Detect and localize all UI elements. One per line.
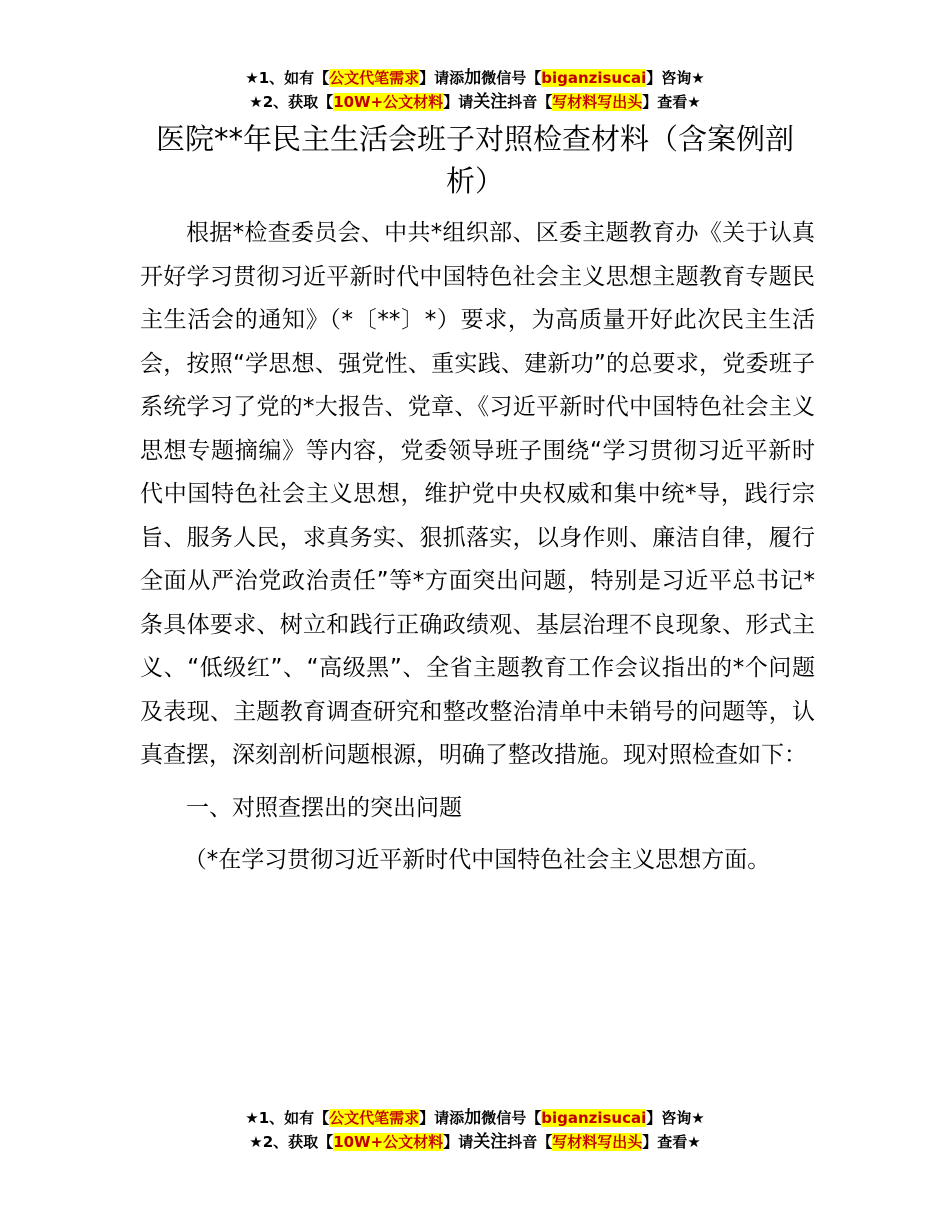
banner-line-1: ★1、如有【公文代笔需求】请添加微信号【biganzisucai】咨询★: [245, 1108, 705, 1128]
subsection-heading: （*在学习贯彻习近平新时代中国特色社会主义思想方面。: [183, 847, 771, 873]
highlight-text: 公文代笔需求: [329, 69, 420, 87]
header-banner: [0, 66, 950, 114]
wechat-id: biganzisucai: [541, 69, 647, 87]
highlight-text: 10W+公文材料: [333, 93, 444, 111]
section-heading: 一、对照查摆出的突出问题: [186, 794, 462, 821]
highlight-text: 公文代笔需求: [329, 1109, 420, 1127]
douyin-account: 写材料写出头: [552, 93, 643, 111]
wechat-id: biganzisucai: [541, 1109, 647, 1127]
document-body: [140, 212, 815, 883]
banner-line-2: ★2、获取【10W+公文材料】请关注抖音【写材料写出头】查看★: [249, 1132, 701, 1152]
document-title: 医院**年民主生活会班子对照检查材料（含案例剖析）: [155, 122, 794, 198]
banner-line-1: ★1、如有【公文代笔需求】请添加微信号【biganzisucai】咨询★: [245, 68, 705, 88]
paragraph: 根据*检查委员会、中共*组织部、区委主题教育办《关于认真开好学习贯彻习近平新时代中国特色社会主义思想主题教育专题民主生活会的通知》（*〔**〕*）要求，为高质量开好此次民主生活会，按照“学思想、强党性、重实践、建新功”的总要求，党委班子系统学习了党的*大报告、党章、《习近平新时代中国特色社会主义思想专题摘编》等内容，党委领导班子围绕“学习贯彻习近平新时代中国特色社会主义思想，维护党中央权威和集中统*导，践行宗旨、服务人民，求真务实、狠抓落实，以身作则、廉洁自律，履行全面从严治党政治责任”等*方面突出问题，特别是习近平总书记*条具体要求、树立和践行正确政绩观、基层治理不良现象、形式主义、“低级红”、“高级黑”、全省主题教育工作会议指出的*个问题及表现、主题教育调查研究和整改整治清单中未销号的问题等，认真查摆，深刻剖析问题根源，明确了整改措施。现对照检查如下：: [140, 220, 815, 768]
douyin-account: 写材料写出头: [552, 1133, 643, 1151]
banner-line-2: ★2、获取【10W+公文材料】请关注抖音【写材料写出头】查看★: [249, 92, 701, 112]
footer-banner: [0, 1106, 950, 1154]
highlight-text: 10W+公文材料: [333, 1133, 444, 1151]
